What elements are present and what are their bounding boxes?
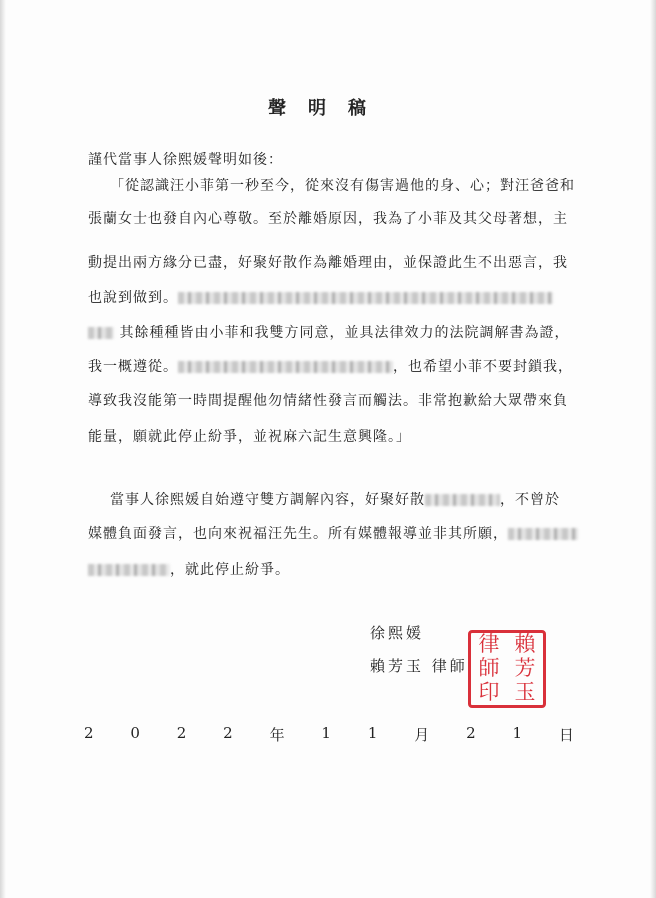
text: 媒體負面發言，也向來祝福汪先生。所有媒體報導並非其所願， xyxy=(88,526,508,542)
date-char: 1 xyxy=(512,724,522,742)
date-char: 年 xyxy=(269,726,285,744)
para1-line-6 xyxy=(88,357,573,377)
lawyer-seal-stamp xyxy=(468,630,546,708)
redacted-text xyxy=(178,292,553,304)
para1-line-5 xyxy=(88,323,569,343)
redacted-text xyxy=(88,327,114,339)
seal-char: 芳 xyxy=(514,656,536,680)
seal-char: 玉 xyxy=(514,680,536,704)
seal-char: 師 xyxy=(478,656,500,680)
para1-line-4 xyxy=(88,288,553,308)
text: 其餘種種皆由小菲和我雙方同意，並具法律效力的法院調解書為證， xyxy=(119,325,570,341)
lawyer-signature: 賴芳玉 律師 xyxy=(370,657,468,675)
para1-line-2: 張蘭女士也發自內心尊敬。至於離婚原因，我為了小菲及其父母著想，主 xyxy=(88,211,568,227)
text: 也說到做到。 xyxy=(88,290,178,306)
client-signature: 徐熙媛 xyxy=(370,624,425,642)
para1-line-7: 導致我沒能第一時間提醒他勿情緒性發言而觸法。非常抱歉給大眾帶來負 xyxy=(88,393,568,409)
para1-line-8: 能量，願就此停止紛爭，並祝麻六記生意興隆。」 xyxy=(88,429,411,445)
text: 當事人徐熙媛自始遵守雙方調解內容，好聚好散 xyxy=(110,492,425,508)
para1-line-3: 動提出兩方緣分已盡，好聚好散作為離婚理由，並保證此生不出惡言，我 xyxy=(88,255,568,271)
date-char: 日 xyxy=(558,726,574,744)
page-edge-left xyxy=(0,0,6,898)
date-char: 0 xyxy=(130,724,140,742)
para1-line-1: 「從認識汪小菲第一秒至今，從來沒有傷害過他的身、心；對汪爸爸和 xyxy=(110,178,575,194)
date-char: 1 xyxy=(321,724,331,742)
redacted-text xyxy=(425,494,500,506)
date-char: 1 xyxy=(367,724,378,742)
date-char: 2 xyxy=(84,724,94,742)
intro-line: 謹代當事人徐熙媛聲明如後： xyxy=(88,152,283,168)
seal-char: 印 xyxy=(478,680,500,704)
text: ，不曾於 xyxy=(500,492,560,508)
seal-char: 賴 xyxy=(514,632,536,656)
date-char: 2 xyxy=(176,724,187,742)
date-char: 2 xyxy=(223,724,233,742)
text: ，就此停止紛爭。 xyxy=(170,562,290,578)
text: 我一概遵從。 xyxy=(88,359,178,375)
document-title: 聲明稿 xyxy=(268,98,388,119)
para2-line-2 xyxy=(88,524,578,544)
seal-char: 律 xyxy=(478,632,500,656)
date-char: 2 xyxy=(466,724,476,742)
para2-line-1 xyxy=(110,490,560,510)
date-char: 月 xyxy=(414,726,430,744)
redacted-text xyxy=(88,564,170,576)
text: ，也希望小菲不要封鎖我， xyxy=(393,359,573,375)
redacted-text xyxy=(178,361,393,373)
para2-line-3 xyxy=(88,560,290,580)
page-edge-right xyxy=(650,0,656,898)
document-date xyxy=(84,724,574,745)
redacted-text xyxy=(508,528,578,540)
